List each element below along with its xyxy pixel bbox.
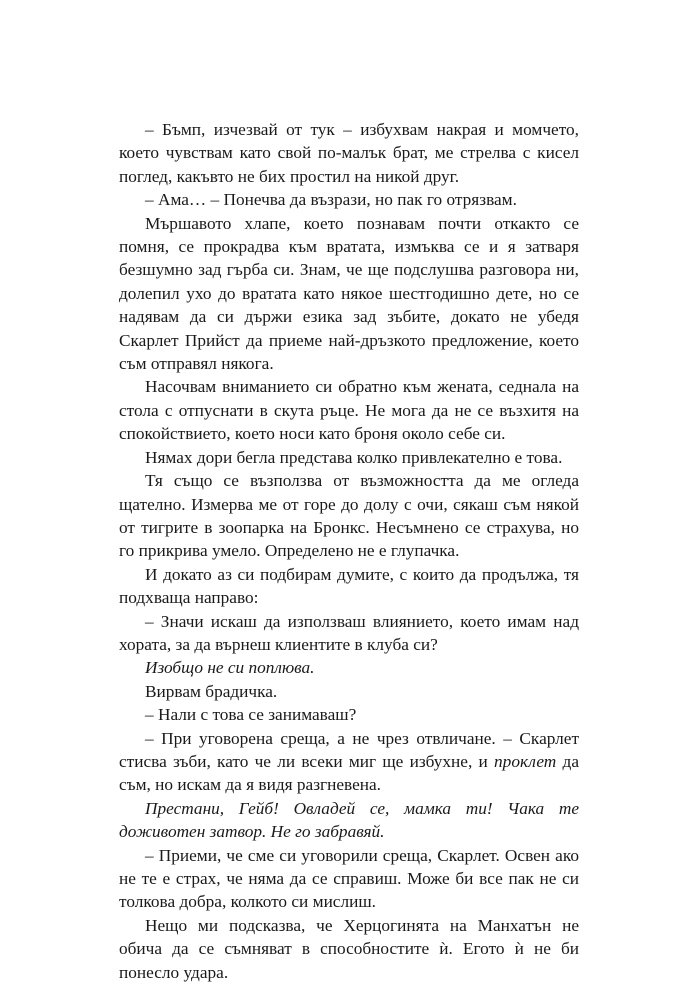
- paragraph: Вирвам брадичка.: [145, 681, 278, 701]
- paragraph-text: да съм, но искам да я видя разгневена.: [119, 751, 579, 795]
- paragraph: – Бъмп, изчезвай от тук – избухвам накрая и момчето, което чувствам като свой по-малък брат, ме стрелва с кисел поглед, какъвто не бих простил на никой друг.: [119, 120, 579, 186]
- paragraph: – Значи искаш да използваш влиянието, което имам над хората, за да върнеш клиентите в клуба си?: [119, 611, 579, 654]
- paragraph: – Приеми, че сме си уговорили среща, Скарлет. Освен ако не те е страх, че няма да се справиш. Може би все пак не си толкова добра, колкото си мислиш.: [119, 845, 579, 912]
- emphasis-word: проклет: [494, 751, 557, 771]
- paragraph: И докато аз си подбирам думите, с които да продължа, тя подхваща направо:: [119, 564, 579, 608]
- paragraph: Мършавото хлапе, което познавам почти откакто се помня, се прокрадва към вратата, измъква се и я затваря безшумно зад гърба си. Знам, че ще подслушва разговора ни, долепил ухо до вратата като някое шестгодишно дете, но се надявам да си държи езика зад зъбите, докато не убедя Скарлет Прийст да приеме най-дръзкото предложение, което съм отправял някога.: [119, 213, 579, 374]
- paragraph: Нямах дори бегла представа колко привлекателно е това.: [145, 447, 563, 467]
- inner-thought: Изобщо не си поплюва.: [145, 658, 315, 678]
- inner-thought: Престани, Гейб! Овладей се, мамка ти! Чака те доживотен затвор. Не го забравяй.: [119, 798, 579, 842]
- paragraph: Насочвам вниманието си обратно към жената, седнала на стола с отпуснати в скута ръце. Не мога да не се възхитя на спокойствието, което носи като броня около себе си.: [119, 377, 579, 444]
- paragraph-text: – При уговорена среща, а не чрез отвличане. – Скарлет стисва зъби, като че ли всеки миг ще избухне, и: [119, 728, 579, 771]
- paragraph-mixed: [119, 727, 579, 797]
- paragraph: Нещо ми подсказва, че Херцогинята на Манхатън не обича да се съмняват в способностите ѝ. Егото ѝ не би понесло удара.: [119, 915, 579, 982]
- paragraph: – Нали с това се занимаваш?: [145, 705, 357, 725]
- paragraph: Тя също се възползва от възможността да ме огледа щателно. Измерва ме от горе до долу с очи, сякаш съм някой от тигрите в зоопарка на Бронкс. Несъмнено се страхува, но го прикрива умело. Определено не е глупачка.: [119, 471, 579, 561]
- paragraph: – Ама… – Понечва да възрази, но пак го отрязвам.: [145, 190, 517, 210]
- paragraph-italic: [119, 656, 579, 679]
- book-page: [119, 118, 579, 984]
- paragraph-italic: [119, 797, 579, 844]
